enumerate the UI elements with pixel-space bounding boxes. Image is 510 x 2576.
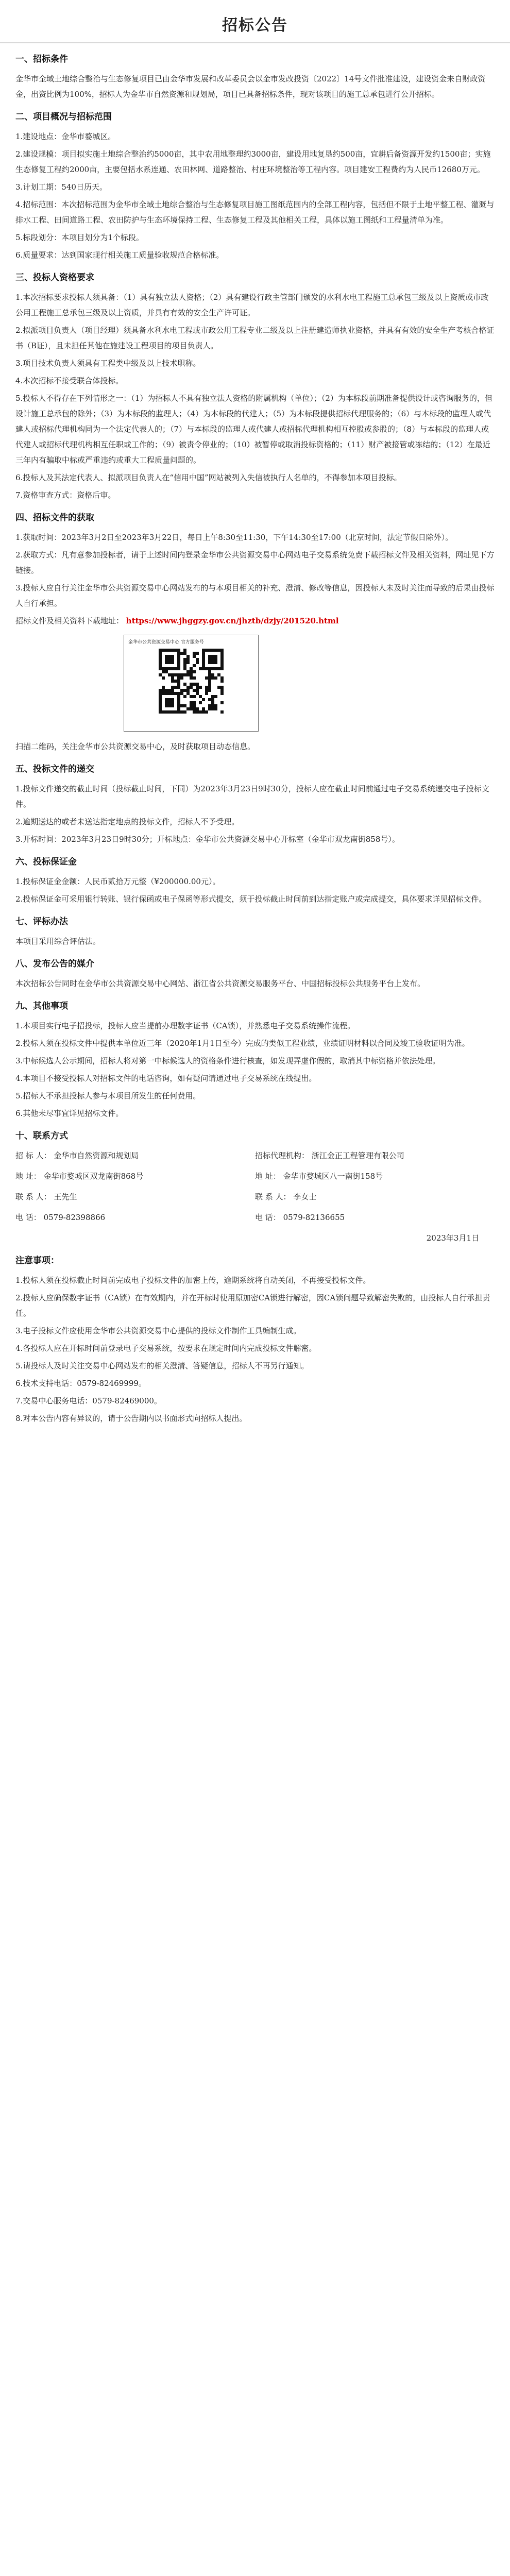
note-item: 7.交易中心服务电话：0579-82469000。 [15, 1396, 162, 1405]
section-paragraph: 1.本次招标要求投标人须具备：（1）具有独立法人资格；（2）具有建设行政主管部门颁发的水利水电工程施工总承包三级及以上资质或市政公用工程施工总承包三级及以上资质，并具有有效的安全生产许可证。 [15, 293, 489, 317]
contact-table [15, 1148, 495, 1230]
section-paragraph: 1.建设地点：金华市婺城区。 [15, 132, 116, 141]
section-paragraph: 本次招标公告同时在金华市公共资源交易中心网站、浙江省公共资源交易服务平台、中国招标投标公共服务平台上发布。 [15, 979, 426, 988]
note-item: 3.电子投标文件应使用金华市公共资源交易中心提供的投标文件制作工具编制生成。 [15, 1326, 301, 1335]
download-link[interactable]: https://www.jhggzy.gov.cn/jhztb/dzjy/201520.html [126, 616, 339, 625]
announcement-date: 2023年3月1日 [426, 1233, 479, 1243]
section-paragraph: 5.投标人不得存在下列情形之一：（1）为招标人不具有独立法人资格的附属机构（单位）；（2）为本标段前期准备提供设计或咨询服务的，但设计施工总承包的除外；（3）为本标段的监理人；（4）为本标段的代建人；（5）为本标段提供招标代理服务的；（6）与本标段的监理人或代建人或招标代理机构同为一个法定代表人的；（7）与本标段的监理人或代建人或招标代理机构相互控股或参股的；（8）与本标段的监理人或代建人或招标代理机构相互任职或工作的；（9）被责令停业的；（10）被暂停或取消投标资格的；（11）财产被接管或冻结的；（12）在最近三年内有骗取中标或严重违约或重大工程质量问题的。 [15, 394, 492, 465]
section-paragraph: 3.中标候选人公示期间，招标人将对第一中标候选人的资格条件进行核查，如发现弄虚作假的，取消其中标资格并依法处理。 [15, 1056, 440, 1065]
section-heading: 四、招标文件的获取 [15, 513, 94, 523]
section-paragraph: 5.招标人不承担投标人参与本项目所发生的任何费用。 [15, 1091, 201, 1100]
section-paragraph: 2.逾期送达的或者未送达指定地点的投标文件，招标人不予受理。 [15, 817, 240, 826]
section-heading: 五、投标文件的递交 [15, 764, 94, 774]
agency-name: 浙江金正工程管理有限公司 [311, 1151, 404, 1160]
contact-label: 地 址： [15, 1172, 41, 1181]
section-paragraph: 4.招标范围：本次招标范围为金华市全域土地综合整治与生态修复项目施工图纸范围内的全部工程内容，包括但不限于土地平整工程、灌溉与排水工程、田间道路工程、农田防护与生态环境保持工程、生态修复工程及其他相关工程，具体以施工图纸和工程量清单为准。 [15, 200, 495, 225]
qr-code-icon [159, 649, 224, 714]
announcement-body [0, 52, 510, 1426]
download-label: 招标文件及相关资料下载地址： [15, 616, 124, 625]
section-paragraph: 6.其他未尽事宜详见招标文件。 [15, 1109, 124, 1118]
section-heading: 六、投标保证金 [15, 857, 77, 867]
title-divider [0, 42, 510, 43]
page-title: 招标公告 [222, 16, 288, 35]
note-item: 6.技术支持电话：0579-82469999。 [15, 1379, 146, 1388]
contact-label: 地 址： [255, 1172, 281, 1181]
section-paragraph: 1.获取时间：2023年3月2日至2023年3月22日，每日上午8:30至11:30，下午14:30至17:00（北京时间，法定节假日除外）。 [15, 533, 453, 542]
note-item: 1.投标人须在投标截止时间前完成电子投标文件的加密上传，逾期系统将自动关闭，不再接受投标文件。 [15, 1276, 371, 1285]
qr-card-title: 金华市公共资源交易中心 官方服务号 [128, 640, 204, 645]
contact-label: 招标代理机构： [255, 1151, 310, 1160]
section-paragraph: 2.投标人须在投标文件中提供本单位近三年（2020年1月1日至今）完成的类似工程业绩，业绩证明材料以合同及竣工验收证明为准。 [15, 1039, 470, 1048]
section-paragraph: 3.开标时间：2023年3月23日9时30分；开标地点：金华市公共资源交易中心开标室（金华市双龙南街858号）。 [15, 835, 400, 844]
note-item: 8.对本公告内容有异议的，请于公告期内以书面形式向招标人提出。 [15, 1414, 247, 1423]
contact-label: 电 话： [15, 1213, 41, 1222]
section-paragraph: 5.标段划分：本项目划分为1个标段。 [15, 233, 144, 242]
section-heading: 一、招标条件 [15, 54, 68, 64]
qr-code-card [124, 635, 259, 732]
section-paragraph: 2.投标保证金可采用银行转账、银行保函或电子保函等形式提交，须于投标截止时间前到达指定账户或完成提交，具体要求详见招标文件。 [15, 894, 487, 904]
note-item: 4.各投标人应在开标时间前登录电子交易系统，按要求在规定时间内完成投标文件解密。 [15, 1344, 317, 1353]
section-paragraph: 4.本项目不接受投标人对招标文件的电话咨询，如有疑问请通过电子交易系统在线提出。 [15, 1074, 317, 1083]
section-paragraph: 2.建设规模：项目拟实施土地综合整治约5000亩，其中农用地整理约3000亩，建设用地复垦约500亩，宜耕后备资源开发约1500亩；实施生态修复工程约2000亩，主要包括水系连通、农田林网、道路整治、村庄环境整治等工程内容。项目建安工程费约为人民币12680万元。 [15, 149, 491, 174]
tenderer-contact: 王先生 [54, 1192, 77, 1201]
section-heading: 八、发布公告的媒介 [15, 959, 94, 969]
section-paragraph: 6.投标人及其法定代表人、拟派项目负责人在“信用中国”网站被列入失信被执行人名单的，不得参加本项目投标。 [15, 473, 402, 482]
contact-label: 电 话： [255, 1213, 281, 1222]
section-paragraph: 3.项目技术负责人须具有工程类中级及以上技术职称。 [15, 359, 201, 368]
section-paragraph: 2.获取方式：凡有意参加投标者，请于上述时间内登录金华市公共资源交易中心网站电子交易系统免费下载招标文件及相关资料，网址见下方链接。 [15, 550, 495, 575]
section-heading: 三、投标人资格要求 [15, 273, 94, 283]
section-heading: 十、联系方式 [15, 1131, 68, 1141]
section-heading: 七、评标办法 [15, 917, 68, 927]
section-paragraph: 3.计划工期：540日历天。 [15, 182, 107, 192]
section-paragraph: 1.本项目实行电子招投标，投标人应当提前办理数字证书（CA锁），并熟悉电子交易系统操作流程。 [15, 1021, 355, 1030]
tenderer-address: 金华市婺城区双龙南街868号 [43, 1172, 144, 1181]
qr-caption: 扫描二维码，关注金华市公共资源交易中心，及时获取项目动态信息。 [15, 742, 256, 751]
section-paragraph: 6.质量要求：达到国家现行相关施工质量验收规范合格标准。 [15, 250, 224, 260]
note-item: 5.请投标人及时关注交易中心网站发布的相关澄清、答疑信息，招标人不再另行通知。 [15, 1361, 309, 1370]
contact-label: 联 系 人： [255, 1192, 291, 1201]
note-item: 2.投标人应确保数字证书（CA锁）在有效期内，并在开标时使用原加密CA锁进行解密，因CA锁问题导致解密失败的，由投标人自行承担责任。 [15, 1293, 490, 1318]
section-paragraph: 1.投标保证金金额：人民币贰拾万元整（¥200000.00元）。 [15, 877, 220, 886]
section-paragraph: 2.拟派项目负责人（项目经理）须具备水利水电工程或市政公用工程专业二级及以上注册建造师执业资格，并具有有效的安全生产考核合格证书（B证），且未担任其他在施建设工程项目的项目负责人。 [15, 326, 495, 350]
section-paragraph: 1.投标文件递交的截止时间（投标截止时间，下同）为2023年3月23日9时30分，投标人应在截止时间前通过电子交易系统递交电子投标文件。 [15, 784, 489, 809]
section-heading: 九、其他事项 [15, 1001, 68, 1011]
section-paragraph: 本项目采用综合评估法。 [15, 937, 101, 946]
tenderer-name: 金华市自然资源和规划局 [54, 1151, 139, 1160]
notes-heading: 注意事项： [15, 1256, 59, 1266]
agency-contact: 李女士 [293, 1192, 317, 1201]
section-paragraph: 3.投标人应自行关注金华市公共资源交易中心网站发布的与本项目相关的补充、澄清、修改等信息，因投标人未及时关注而导致的后果由投标人自行承担。 [15, 583, 495, 608]
contact-label: 联 系 人： [15, 1192, 52, 1201]
section-paragraph: 金华市全域土地综合整治与生态修复项目已由金华市发展和改革委员会以金市发改投资〔2022〕14号文件批准建设，建设资金来自财政资金，出资比例为100%，招标人为金华市自然资源和规划局，项目已具备招标条件，现对该项目的施工总承包进行公开招标。 [15, 74, 486, 99]
section-heading: 二、项目概况与招标范围 [15, 112, 112, 122]
section-paragraph: 7.资格审查方式：资格后审。 [15, 490, 116, 500]
agency-address: 金华市婺城区八一南街158号 [283, 1172, 383, 1181]
agency-phone: 0579-82136655 [283, 1213, 345, 1222]
section-paragraph: 4.本次招标不接受联合体投标。 [15, 376, 124, 385]
contact-label: 招 标 人： [15, 1151, 52, 1160]
tenderer-phone: 0579-82398866 [43, 1213, 106, 1222]
